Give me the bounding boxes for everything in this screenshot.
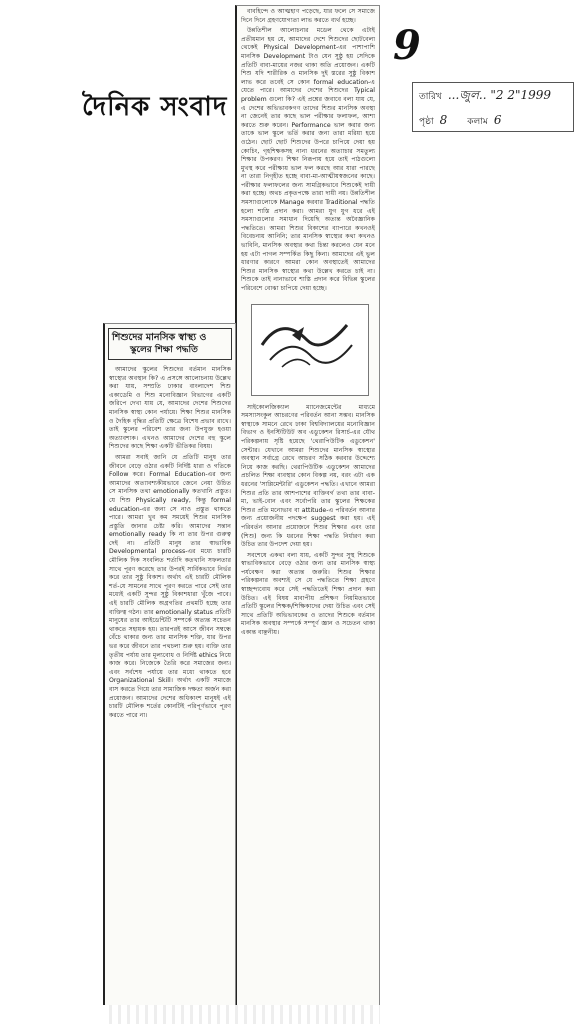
right-paragraph-1: বাবহিন্দে ও আত্মহাণ পড়েছে, যার ফলে সে সমাজে দিনে দিনে গ্রহণযোগ্যতা লাভ করতে ব্যর্থ হচ্ছে। bbox=[241, 8, 375, 24]
stamp-page-label: পৃষ্ঠা bbox=[419, 117, 434, 127]
stamp-column-label: কলাম bbox=[467, 117, 488, 127]
archive-stamp bbox=[412, 82, 574, 132]
right-paragraph-3: সাইকোলজিক্যাল ম্যানেজমেন্টের মাধ্যমে সমস্যাসংকুল আচরণের পরিবর্তন আনা সম্ভব। মানসিক স্বাস্থ্যকে সামনে রেখে ঢাকা বিশ্ববিদ্যালয়ের মনোবিজ্ঞান বিভাগ ও ইনস্টিটিউট অব এডুকেশন রিসার্চ-এর যৌথ পরিকল্পনায় সৃষ্টি হয়েছে 'থেরাপিউটিক এডুকেশন' সেন্টার। যেখানে আমরা শিশুদের মানসিক স্বাস্থ্যের অবস্থান সর্বাগ্রে রেখে আচরণ সঠিক করবার উদ্দেশ্যে নিয়ে কাজ করছি। থেরাপিউটিক এডুকেশন আমাদের প্রচলিত শিক্ষা ব্যবস্থার কোন বিকল্প নয়, বরং এটা এক ধরনের 'সাপ্লিমেন্টারি' এডুকেশন পদ্ধতি। এখানে আমরা শিশুর প্রতি তার আশপাশের ব্যক্তিবর্গ তথা তার বাবা-মা, ভাই-বোন এবং সর্বোপরি তার স্কুলের শিক্ষকের শিশুর প্রতি মনোভাব বা attitude-এ পরিবর্তন আনার জন্য প্রয়োজনীয় পদক্ষেপ suggest করা হয়। এই পরিবর্তন আনার প্রয়োজনে শিশুর শিক্ষার এবং তার (শিশু) জন্য কি ধরনের শিক্ষা পদ্ধতি নির্ধারণ করা উচিত তার উপদেশ দেয়া হয়। bbox=[241, 403, 375, 549]
article-clip-left bbox=[103, 323, 236, 1015]
article-clip-right bbox=[235, 5, 380, 1017]
stamp-page-value: 8 bbox=[439, 113, 448, 127]
newspaper-masthead: দৈনিক সংবাদ bbox=[82, 92, 228, 122]
stamp-page-row bbox=[419, 113, 567, 129]
right-paragraph-4: সবশেষে একথা বলা যায়, একটি সুন্দর সুস্থ শিশুকে স্বাভাবিকভাবে বেড়ে ওঠার জন্য তার মানসিক স্বাস্থ্য পর্যবেক্ষণ করা অত্যন্ত জরুরি। শিশুর শিক্ষার পরিকল্পনার অবশ্যই সে যে পদ্ধতিতে শিক্ষা গ্রহণে স্বাচ্ছন্দ্যবোধ করে সেই পদ্ধতিতেই শিক্ষা প্রদান করা উচিত। এই বিষয় মাবাপীয় প্রশিক্ষণ নিয়মিতভাবে প্রতিটি স্কুলের শিক্ষক/শিক্ষিকাদের দেয়া উচিত এবং সেই সাথে প্রতিটি অভিভাবকের ও তাদের শিশুকে বর্তমান মানসিক অবস্থার সম্পর্কে সম্পূর্ণ জ্ঞান ও সচেতন থাকা একান্ত বাঞ্ছনীয়। bbox=[241, 551, 375, 637]
illustration-graphic bbox=[252, 305, 369, 393]
stamp-date-value: ...জুল.. "2 2"1999 bbox=[447, 88, 552, 102]
right-paragraph-2: উন্নতিশীল আলোচনার মডেল থেকে এটাই প্রতীয়মান হয় যে, আমাদের দেশে শিশুদের ছোটবেলা থেকেই Physical Development-এর পাশাপাশি মানসিক Development টাও যেন সুষ্ঠু হয় সেদিকে প্রতিটি বাবা-মায়ের নজর থাকা অতি প্রয়োজন। একটি শিশু যদি শারীরিক ও মানসিক দুই স্তরের সুষ্ঠু বিকাশ লাভ করে তবেই সে কোন formal education-এ যেতে পারে। আমাদের দেশের শিশুদের Typical problem গুলো কি? এই প্রশ্নের জবাবে বলা যায় যে, এ দেশের অভিভাবকগণ তাদের শিশুর মানসিক অবস্থা না জেনেই তার কাছে ভাল পরীক্ষার ফলাফল, আশা করতে শুরু করেন। Performance ভাল করার জন্য তাকে ভাল স্কুলে ভর্তি করার জন্য তারা মরিয়া হয়ে ওঠেন। ছোট ছোট শিশুদের উপরে চাপিয়ে দেয়া হয় কোচিং, গৃহশিক্ষকসহ নানা ধরনের অত্যাচার সমতুল্য শিক্ষার উপকরণ। শিক্ষা নিরূপায় হয়ে তাই পাঠগুলো মুখস্থ করে পরীক্ষায় ভাল ফল করছে আর যারা পারছে না তারা নিগৃহীত হচ্ছে বাবা-মা-আত্মীয়স্বজনের কাছে। পরীক্ষার ফলাফলের জন্য সামগ্রিকভাবে শিশুকেই দায়ী করা হচ্ছে। অথচ প্রকৃতপক্ষে তারা দায়ী নয়। উন্নতিশীল সমস্যাগুলোকে Manage করবার Traditional পদ্ধতি হলো শাস্তি প্রদান করা। আমরা যুগ যুগ ধরে এই সমস্যাগুলোর সমাধান দিয়েছি অত্যন্ত অবৈজ্ঞানিক পদ্ধতিতে। আমরা শিশুর বিকাশের ব্যাপারে কখনওই বিবেচনায় আনিনি; তার মানসিক স্বাস্থ্যের কথা কখনও ভাবিনি, মানসিক অবস্থার কথা চিন্তা করলেও যেন মনে হয় এটা পাগল সম্পর্কিত কিছু কিনা। আমাদের এই ভুল ধারণার কারণে আমরা কোন অবস্থাতেই আমাদের শিশুর মানসিক স্বাস্থ্যের কথা উল্লেখ করতে চাই না। শিশুকে তাই নানাভাবে শাস্তি প্রদান করে বিভিন্ন স্কুলের পরিবেশে বোঝা চাপিয়ে দেয়া হচ্ছে। bbox=[241, 27, 375, 292]
left-paragraph-1: আমাদের স্কুলের শিশুদের বর্তমান মানসিক স্বাস্থ্যের অবস্থান কি? এ প্রসঙ্গে আলোচনায় উল্লেখ করা যায়, সম্প্রতি ঢাকার বাংলাদেশ শিশু একাডেমি ও শিশু মনোবিজ্ঞান বিভাগের একটি জরিপে দেখা যায় যে, আমাদের দেশের শিশুদের মানসিক স্বাস্থ্য কোন পর্যায়ে। শিক্ষা শিশুর মানসিক ও দৈহিক বৃদ্ধির প্রতিটি ক্ষেত্রে বিশেষ প্রভাব রাখে। তাই স্কুলের পরিবেশ তার জন্য উপযুক্ত হওয়া অত্যাবশ্যক। এখনও আমাদের দেশের বহু স্কুলে শিশুদের কাছে শিক্ষা একটি ভীতিকর বিষয়। bbox=[109, 366, 231, 451]
stamp-column-value: 6 bbox=[493, 113, 502, 127]
torn-paper-edge bbox=[103, 1005, 380, 1024]
right-column-text-lower bbox=[237, 402, 379, 642]
stamp-date-label: তারিখ bbox=[419, 92, 442, 102]
headline-line-1: শিশুদের মানসিক স্বাস্থ্য ও bbox=[112, 332, 207, 343]
article-illustration bbox=[251, 304, 369, 396]
article-headline bbox=[108, 328, 232, 360]
page-number: 9 bbox=[393, 22, 421, 69]
stamp-date-row bbox=[419, 87, 567, 107]
left-paragraph-2: আমরা সবাই জানি যে প্রতিটি মানুষ তার জীবনে বেড়ে ওঠার একটি নির্দিষ্ট ধারা ও গতিকে Follow করে। Formal Education-এর জন্য আমাদের অত্যাবশ্যকীয়ভাবে জেনে নেয়া উচিত সে মানসিক তথা emotionally কতখানি প্রস্তুত। যে শিশু Physically ready, কিন্তু formal education-এর জন্য সে নাও প্রস্তুত থাকতে পারে। আমরা খুব কম সময়েই শিশুর মানসিক প্রস্তুতি জানার চেষ্টা করি। আমাদের সন্তান emotionally ready কি না তার উপর গুরুত্ব দেই না। প্রতিটি মানুষ তার স্বাভাবিক Developmental process-এর মধ্যে চারটি মৌলিক দিক সংবলিত শর্তাদি কতখানি সফলতার সাথে পূরণ করেছে তার উপরই সার্বিকভাবে নির্ভর করে তার সুষ্ঠু বিকাশ। অর্থাৎ এই চারটি মৌলিক শর্ত-যে সামনের সাথে পূরণ করতে পারে সেই তার মধ্যেই একটি সুন্দর সুষ্ঠু বিকাশধারা খুঁজে পাবে। এই চারটি মৌলিক অগ্রগতির প্রথমটি হচ্ছে তার ব্যক্তিত্ব গঠন। তার emotionally status প্রতিটি মানুষের তার আইডেন্টিটি সম্পর্কে অত্যন্ত সচেতন থাকতে সহায়ক হয়। তারপরই আসে জীবন সম্বন্ধে বেঁচে থাকার জন্য তার মানসিক শক্তি, যার উপর ভর করে জীবনে তার পথচলা শুরু হয়। ব্যক্তি তার তৃতীয় পর্যায় তার মূল্যবোধ ও নির্দিষ্ট ethics নিয়ে কাজ করে। নিজেকে তৈরি করে সমাজের জন্য। এবং সর্বশেষ পর্যায়ে তার মধ্যে থাকতে হবে Organizational Skill। অর্থাৎ একটি সমাজে বাস করতে গিয়ে তার সামাজিক দক্ষতা অর্জন করা প্রয়োজন। আমাদের দেশের অধিকাংশ মানুষই এই চারটি মৌলিক শর্তের কোনটিই পরিপূর্ণভাবে পূরণ করতে পারে না। bbox=[109, 453, 231, 719]
right-column-text bbox=[237, 6, 379, 298]
left-column-text bbox=[105, 364, 235, 724]
headline-line-2: স্কুলের শিক্ষা পদ্ধতি bbox=[130, 345, 198, 355]
